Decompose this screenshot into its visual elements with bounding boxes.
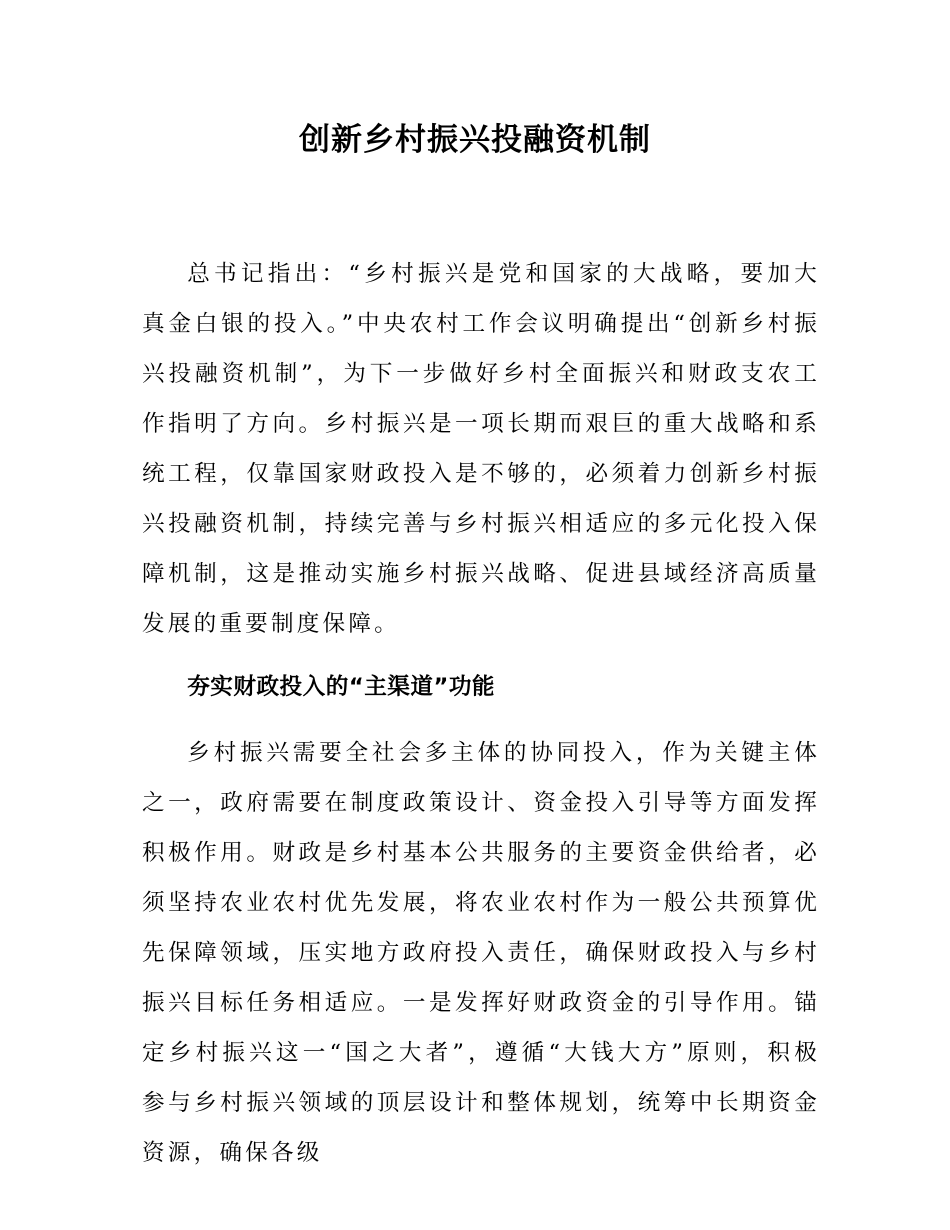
document-title: 创新乡村振兴投融资机制 bbox=[299, 122, 651, 158]
paragraph-intro: 总书记指出：“乡村振兴是党和国家的大战略，要加大真金白银的投入。”中央农村工作会议明确提出“创新乡村振兴投融资机制”，为下一步做好乡村全面振兴和财政支农工作指明了方向。乡村振兴是一项长期而艰巨的重大战略和系统工程，仅靠国家财政投入是不够的，必须着力创新乡村振兴投融资机制，持续完善与乡村振兴相适应的多元化投入保障机制，这是推动实施乡村振兴战略、促进县域经济高质量发展的重要制度保障。 bbox=[142, 261, 820, 637]
paragraph-fiscal: 乡村振兴需要全社会多主体的协同投入，作为关键主体之一，政府需要在制度政策设计、资金投入引导等方面发挥积极作用。财政是乡村基本公共服务的主要资金供给者，必须坚持农业农村优先发展，将农业农村作为一般公共预算优先保障领域，压实地方政府投入责任，确保财政投入与乡村振兴目标任务相适应。一是发挥好财政资金的引导作用。锚定乡村振兴这一“国之大者”，遵循“大钱大方”原则，积极参与乡村振兴领域的顶层设计和整体规划，统筹中长期资金资源，确保各级 bbox=[142, 740, 820, 1166]
section-heading: 夯实财政投入的“主渠道”功能 bbox=[187, 674, 496, 700]
